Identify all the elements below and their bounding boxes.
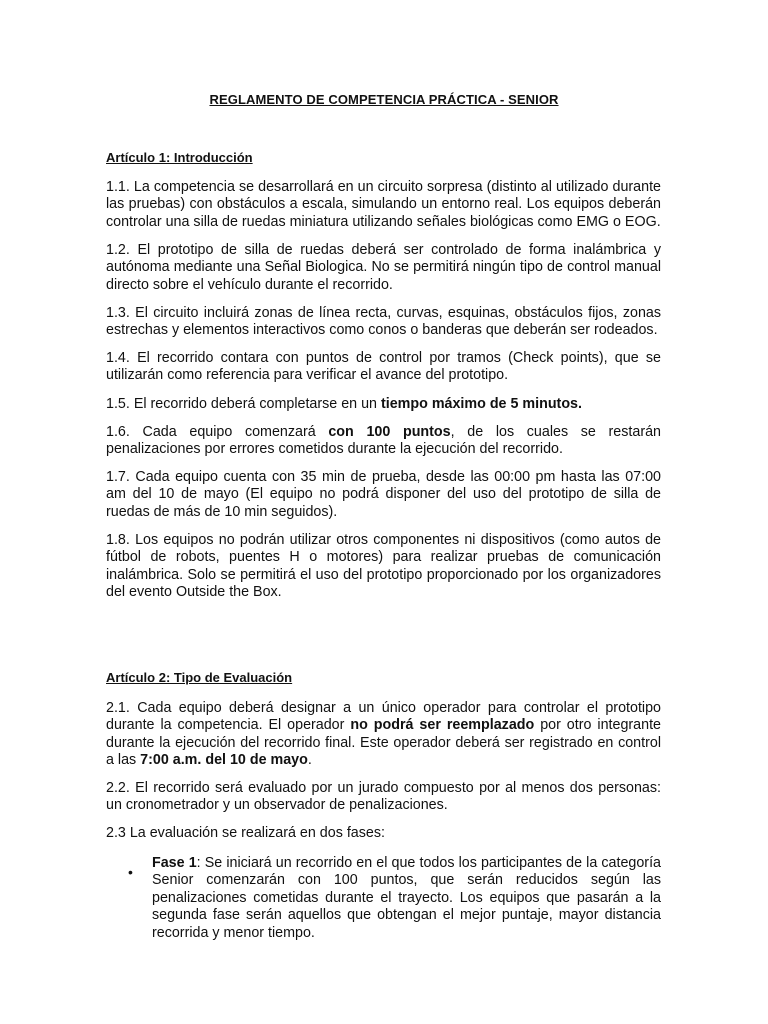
paragraph-2-1-text-a: 2.1. Cada equipo deberá designar a un único operador para controlar el prototipo durante la competencia. El operador	[106, 700, 661, 734]
paragraph-2-1	[106, 700, 661, 770]
paragraph-1-5	[106, 396, 661, 413]
paragraph-1-8: 1.8. Los equipos no podrán utilizar otros componentes ni dispositivos (como autos de fútbol de robots, puentes H o motores) para realizar pruebas de comunicación inalámbrica. Solo se permitirá el uso del prototipo proporcionado por los organizadores del evento Outside the Box.	[106, 532, 661, 601]
paragraph-1-6-rest: , de los cuales se restarán penalizaciones por errores cometidos durante la ejecución del recorrido.	[106, 424, 661, 458]
paragraph-1-3: 1.3. El circuito incluirá zonas de línea recta, curvas, esquinas, obstáculos fijos, zonas estrechas y elementos interactivos como conos o banderas que deberán ser rodeados.	[106, 305, 661, 339]
bullet-marker: •	[128, 864, 133, 880]
paragraph-2-1-bold-b: 7:00 a.m. del 10 de mayo	[140, 752, 308, 769]
paragraph-2-2: 2.2. El recorrido será evaluado por un jurado compuesto por al menos dos personas: un cronometrador y un observador de penalizaciones.	[106, 780, 661, 814]
paragraph-1-1: 1.1. La competencia se desarrollará en un circuito sorpresa (distinto al utilizado durante las pruebas) con obstáculos a escala, simulando un entorno real. Los equipos deberán controlar una silla de ruedas miniatura utilizando señales biológicas como EMG o EOG.	[106, 179, 661, 230]
paragraph-2-1-text-b: por otro integrante durante la ejecución del recorrido final. Este operador deberá ser registrado en control a las	[106, 717, 661, 769]
paragraph-1-6	[106, 424, 661, 459]
article-1-heading: Artículo 1: Introducción	[106, 150, 253, 165]
document-title: REGLAMENTO DE COMPETENCIA PRÁCTICA - SENIOR	[209, 92, 559, 107]
paragraph-2-1-bold-a: no podrá ser reemplazado	[350, 717, 535, 734]
article-2-heading: Artículo 2: Tipo de Evaluación	[106, 670, 293, 685]
bullet-item-fase-1-text: : Se iniciará un recorrido en el que todos los participantes de la categoría Senior comenzarán con 100 puntos, que serán reducidos según las penalizaciones cometidas durante el trayecto. Los equipos que pasarán a la segunda fase serán aquellos que obtengan el mejor puntaje, mayor distancia recorrida y menor tiempo.	[152, 855, 661, 941]
paragraph-1-5-bold: tiempo máximo de 5 minutos.	[380, 396, 582, 412]
paragraph-1-4: 1.4. El recorrido contara con puntos de control por tramos (Check points), que se utilizarán como referencia para verificar el avance del prototipo.	[106, 350, 661, 384]
paragraph-1-7: 1.7. Cada equipo cuenta con 35 min de prueba, desde las 00:00 pm hasta las 07:00 am del 10 de mayo (El equipo no podrá disponer del uso del prototipo de silla de ruedas de más de 10 min seguidos).	[106, 469, 661, 520]
paragraph-1-5-text: 1.5. El recorrido deberá completarse en un	[106, 396, 381, 412]
paragraph-2-3: 2.3 La evaluación se realizará en dos fases:	[106, 825, 385, 841]
paragraph-2-1-end: .	[307, 752, 312, 769]
bullet-item-fase-1	[152, 855, 661, 942]
bullet-item-fase-1-label: Fase 1	[152, 855, 197, 871]
paragraph-1-2: 1.2. El prototipo de silla de ruedas deberá ser controlado de forma inalámbrica y autónoma mediante una Señal Biologica. No se permitirá ningún tipo de control manual directo sobre el vehículo durante el recorrido.	[106, 242, 661, 293]
paragraph-1-6-bold: con 100 puntos	[328, 424, 451, 440]
paragraph-1-6-text: 1.6. Cada equipo comenzará	[106, 424, 329, 440]
